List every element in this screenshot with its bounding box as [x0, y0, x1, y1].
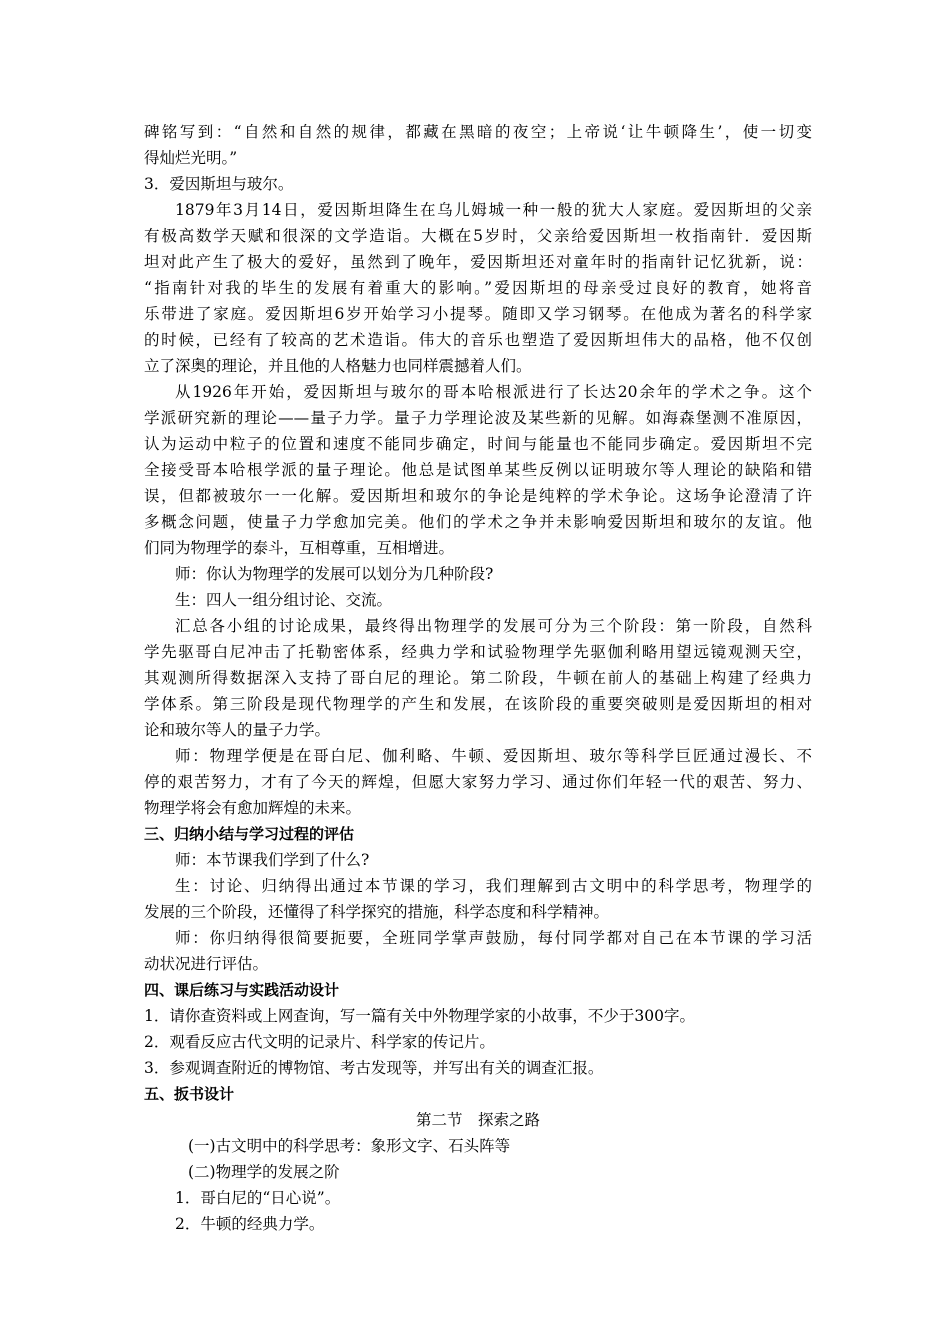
- text-line: 生：四人一组分组讨论、交流。: [175, 591, 393, 609]
- text-line: 生：讨论、归纳得出通过本节课的学习，我们理解到古文明中的科学思考，物理学的: [175, 877, 812, 895]
- board-title: 第二节 探索之路: [415, 1111, 540, 1129]
- text-line: 立了深奥的理论，并且他的人格魅力也同样震撼着人们。: [144, 357, 532, 375]
- text-line: 乐带进了家庭。爱因斯坦6岁开始学习小提琴。随即又学习钢琴。在他成为著名的科学家: [144, 305, 812, 323]
- text-line: 师：你归纳得很简要扼要，全班同学掌声鼓励，每付同学都对自己在本节课的学习活: [175, 929, 812, 947]
- text-line: 1879年3月14日，爱因斯坦降生在乌儿姆城一种一般的犹大人家庭。爱因斯坦的父亲: [175, 201, 812, 219]
- list-item: 2．观看反应古代文明的记录片、科学家的传记片。: [144, 1033, 495, 1051]
- board-item: 2．牛顿的经典力学。: [175, 1215, 325, 1233]
- text-line: 汇总各小组的讨论成果，最终得出物理学的发展可分为三个阶段：第一阶段，自然科: [175, 617, 812, 635]
- text-line: 的时候，已经有了较高的艺术造诣。伟大的音乐也塑造了爱因斯坦伟大的品格，他不仅创: [144, 331, 812, 349]
- board-item: (一)古文明中的科学思考：象形文字、石头阵等: [188, 1137, 511, 1155]
- text-line: 学体系。第三阶段是现代物理学的产生和发展，在该阶段的重要突破则是爱因斯坦的相对: [144, 695, 812, 713]
- text-line: 误，但都被玻尔一一化解。爱因斯坦和玻尔的争论是纯粹的学术争论。这场争论澄清了许: [144, 487, 812, 505]
- text-line: 碑铭写到：“自然和自然的规律，都藏在黑暗的夜空；上帝说‘让牛顿降生’，使一切变: [144, 123, 812, 141]
- text-line: 得灿烂光明。”: [144, 149, 238, 167]
- board-item: 1．哥白尼的“日心说”。: [175, 1189, 341, 1207]
- text-line: 物理学将会有愈加辉煌的未来。: [144, 799, 362, 817]
- section-heading: 五、扳书设计: [144, 1085, 235, 1103]
- text-line: 全接受哥本哈根学派的量子理论。他总是试图单某些反例以证明玻尔等人理论的缺陷和错: [144, 461, 812, 479]
- section-subheading: 3．爱因斯坦与玻尔。: [144, 175, 294, 193]
- text-line: 学派研究新的理论——量子力学。量子力学理论波及某些新的见解。如海森堡测不准原因，: [144, 409, 812, 427]
- text-line: 论和玻尔等人的量子力学。: [144, 721, 331, 739]
- text-line: 认为运动中粒子的位置和速度不能同步确定，时间与能量也不能同步确定。爱因斯坦不完: [144, 435, 812, 453]
- text-line: 动状况进行评估。: [144, 955, 269, 973]
- text-line: 师：你认为物理学的发展可以划分为几种阶段?: [175, 565, 494, 583]
- section-heading: 四、课后练习与实践活动设计: [144, 981, 340, 999]
- board-item: (二)物理学的发展之阶: [188, 1163, 340, 1181]
- list-item: 3．参观调查附近的博物馆、考古发现等，并写出有关的调查汇报。: [144, 1059, 604, 1077]
- text-line: 从1926年开始，爱因斯坦与玻尔的哥本哈根派进行了长达20余年的学术之争。这个: [175, 383, 812, 401]
- text-line: “指南针对我的毕生的发展有着重大的影响。”爱因斯坦的母亲受过良好的教育，她将音: [144, 279, 812, 297]
- document-page: [144, 119, 812, 1237]
- list-item: 1．请你查资料或上网查询，写一篇有关中外物理学家的小故事，不少于300字。: [144, 1007, 695, 1025]
- text-line: 其观测所得数据深入支持了哥白尼的理论。第二阶段，牛顿在前人的基础上构建了经典力: [144, 669, 812, 687]
- text-line: 停的艰苦努力，才有了今天的辉煌，但愿大家努力学习、通过你们年轻一代的艰苦、努力、: [144, 773, 812, 791]
- text-line: 多概念问题，使量子力学愈加完美。他们的学术之争并未影响爱因斯坦和玻尔的友谊。他: [144, 513, 812, 531]
- text-line: 师：物理学便是在哥白尼、伽利略、牛顿、爱因斯坦、玻尔等科学巨匠通过漫长、不: [175, 747, 812, 765]
- section-heading: 三、归纳小结与学习过程的评估: [144, 825, 355, 843]
- text-line: 坦对此产生了极大的爱好，虽然到了晚年，爱因斯坦还对童年时的指南针记忆犹新，说：: [144, 253, 812, 271]
- text-line: 学先驱哥白尼冲击了托勒密体系，经典力学和试验物理学先驱伽利略用望远镜观测天空，: [144, 643, 812, 661]
- text-line: 发展的三个阶段，还懂得了科学探究的措施，科学态度和科学精神。: [144, 903, 610, 921]
- text-line: 有极高数学天赋和很深的文学造诣。大概在5岁时，父亲给爱因斯坦一枚指南针．爱因斯: [144, 227, 812, 245]
- text-line: 师：本节课我们学到了什么?: [175, 851, 370, 869]
- text-line: 们同为物理学的泰斗，互相尊重，互相增进。: [144, 539, 455, 557]
